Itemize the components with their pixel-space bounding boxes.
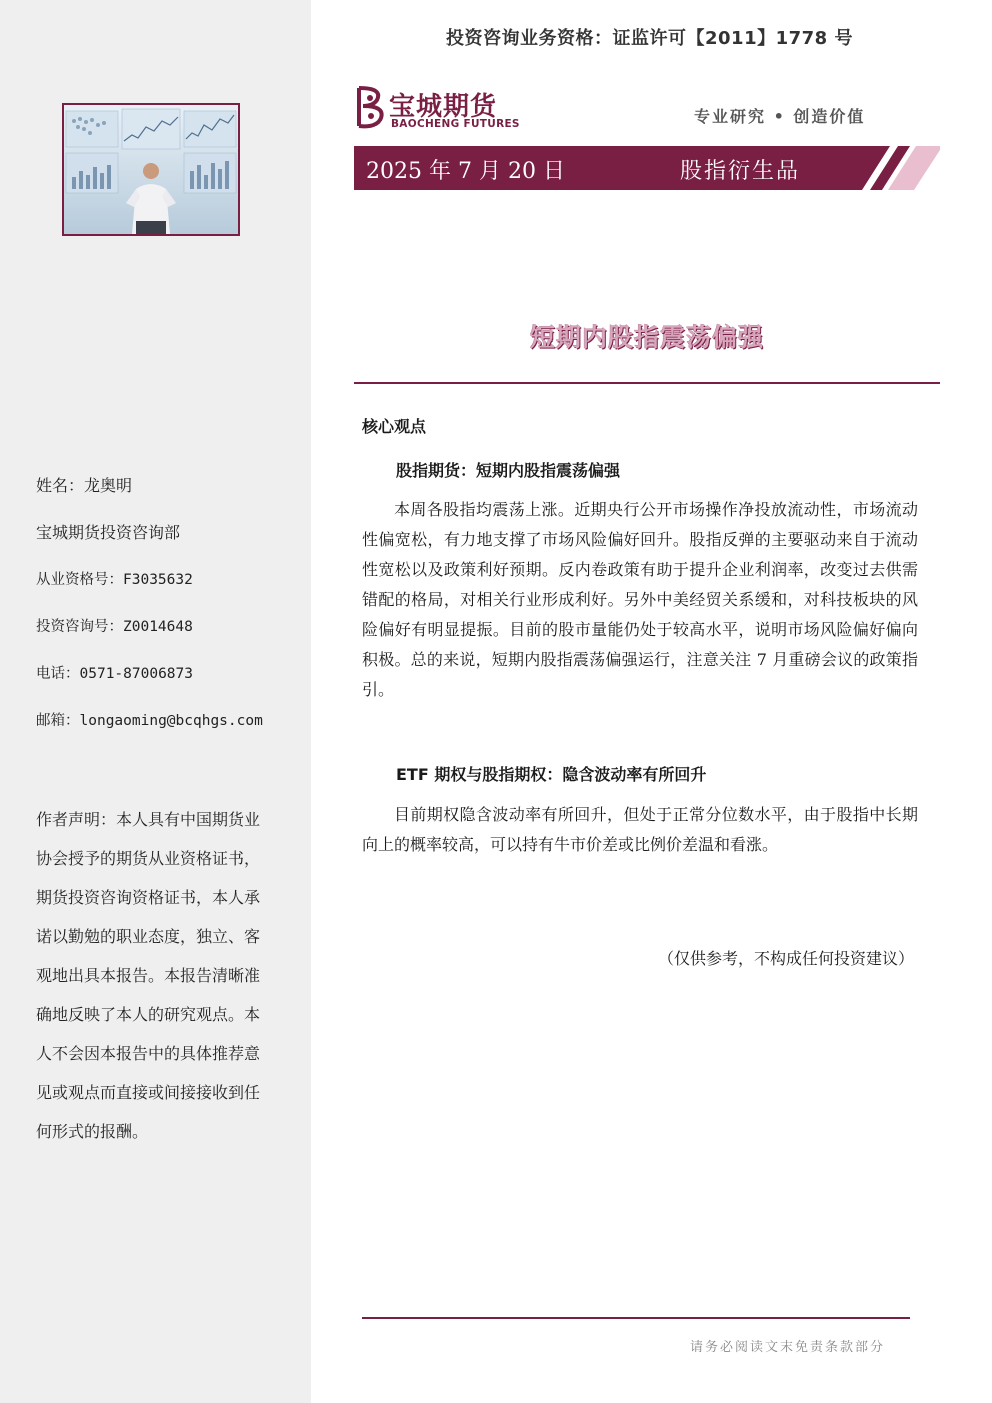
author-disclaimer: 作者声明：本人具有中国期货业协会授予的期货从业资格证书，期货投资咨询资格证书，本人承诺以勤勉的职业态度，独立、客观地出具本报告。本报告清晰准确地反映了本人的研究观点。本人不会因本报告中的具体推荐意见或观点而直接或间接接收到任何形式的报酬。 [36,810,261,1141]
phone: 电话：0571-87006873 [36,666,193,682]
reference-note: （仅供参考，不构成任何投资建议） [657,949,914,968]
footer-divider [362,1317,910,1319]
logo-english-name: BAOCHENG FUTURES [391,118,520,130]
company-logo [355,84,535,134]
section-body-index-futures: 本周各股指均震荡上涨。近期央行公开市场操作净投放流动性，市场流动性偏宽松，有力地支撑了市场风险偏好回升。股指反弹的主要驱动来自于流动性宽松以及政策利好预期。反内卷政策有助于提升企业利润率，改变过去供需错配的格局，对相关行业形成利好。另外中美经贸关系缓和，对科技板块的风险偏好有明显提振。目前的股市量能仍处于较高水平，说明市场风险偏好偏向积极。总的来说，短期内股指震荡偏强运行，注意关注 7 月重磅会议的政策指引。 [362,500,918,699]
section-body-options: 目前期权隐含波动率有所回升，但处于正常分位数水平，由于股指中长期向上的概率较高，可以持有牛市价差或比例价差温和看涨。 [362,805,918,854]
analyst-photo-illustration [64,105,238,234]
logo-chinese-name: 宝城期货 [389,92,498,122]
department: 宝城期货投资咨询部 [36,523,181,542]
left-sidebar [0,0,311,1403]
section-heading-options: ETF 期权与股指期权：隐含波动率有所回升 [396,765,707,784]
consulting-number: 投资咨询号：Z0014648 [36,619,193,635]
report-category: 股指衍生品 [680,159,801,184]
report-title: 短期内股指震荡偏强 [529,323,764,352]
analyst-name: 姓名：龙奥明 [36,476,133,495]
license-statement: 投资咨询业务资格：证监许可【2011】1778 号 [446,28,853,49]
company-slogan: 专业研究 • 创造价值 [694,107,866,126]
analyst-contact-info [36,472,296,754]
title-divider [354,382,940,384]
core-view-label: 核心观点 [362,417,427,436]
email: 邮箱：longaoming@bcqhgs.com [36,713,263,729]
footer-disclaimer-note: 请务必阅读文末免责条款部分 [690,1340,886,1355]
baocheng-logo-icon [355,84,389,130]
report-banner [354,146,940,190]
section-heading-index-futures: 股指期货：短期内股指震荡偏强 [396,461,621,480]
qualification-number: 从业资格号：F3035632 [36,572,193,588]
report-date: 2025 年 7 月 20 日 [366,159,565,184]
analyst-photo [62,103,240,236]
